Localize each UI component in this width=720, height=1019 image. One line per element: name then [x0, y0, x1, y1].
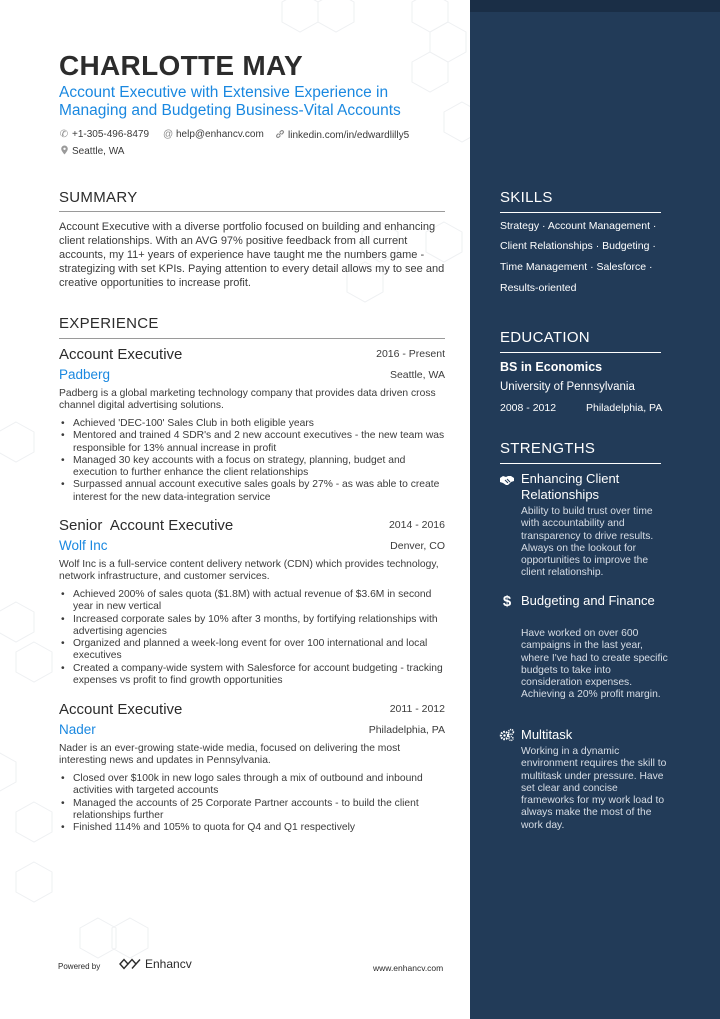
location-text: Seattle, WA [72, 146, 125, 157]
skills-line: Time Management · Salesforce · [500, 261, 653, 273]
handshake-icon [499, 473, 515, 489]
job-dates: 2011 - 2012 [389, 703, 445, 715]
job-dates: 2016 - Present [376, 348, 445, 360]
job-company: Nader [59, 722, 96, 737]
education-location: Philadelphia, PA [586, 402, 663, 414]
strength-title: Budgeting and Finance [521, 593, 655, 608]
strength-title: Enhancing Client Relationships [521, 471, 620, 502]
summary-divider [59, 211, 445, 212]
enhancv-logo[interactable] [118, 957, 192, 971]
strength-description: Have worked on over 600 campaigns in the last year, where I've had to create specific budgets to take into consideration expenses. Achieving a 20% profit margin. [521, 628, 668, 701]
strengths-heading: STRENGTHS [500, 440, 596, 457]
gears-icon [499, 728, 515, 744]
email-text[interactable]: help@enhancv.com [176, 129, 264, 140]
strength-description: Ability to build trust over time with accountability and transparency to drive results. Always on the lookout for opportunities to improve the client relationship. [521, 506, 654, 579]
experience-divider [59, 338, 445, 339]
job-bullet: • Achieved 'DEC-100' Sales Club in both eligible years [59, 418, 445, 430]
job-bullet: • Closed over $100k in new logo sales through a mix of outbound and inbound activities with targeted accounts [59, 773, 445, 798]
job-bullet: • Mentored and trained 4 SDR's and 2 new account executives - the new team was responsible for 13% annual increase in profit [59, 430, 445, 455]
job-location: Seattle, WA [389, 369, 445, 381]
contact-location [59, 145, 124, 158]
contact-email[interactable] [163, 129, 264, 140]
at-icon: @ [163, 129, 174, 140]
summary-heading: SUMMARY [59, 189, 138, 206]
location-pin-icon [59, 145, 69, 158]
link-icon [275, 129, 285, 142]
dollar-icon: $ [502, 593, 512, 610]
education-heading: EDUCATION [500, 329, 590, 346]
job-title: Senior Account Executive [59, 517, 234, 534]
job-bullets [59, 773, 445, 834]
strengths-divider [500, 463, 661, 464]
candidate-name: CHARLOTTE MAY [59, 50, 303, 81]
education-divider [500, 352, 661, 353]
summary-text: Account Executive with a diverse portfolio focused on building and enhancing client relationships. With an AVG 97% positive feedback from all current accounts, my 11+ years of experience have taught me the numbers game - strategizing with set KPIs. Paying attention to every detail allows my to see and creative opportunities to increase profit. [59, 221, 445, 289]
education-school: University of Pennsylvania [500, 381, 635, 393]
job-bullet: • Finished 114% and 105% to quota for Q4 and Q1 respectively [59, 822, 445, 834]
enhancv-brand-text: Enhancv [145, 957, 192, 971]
job-bullet: • Managed the accounts of 25 Corporate Partner accounts - to build the client relationships further [59, 798, 445, 823]
job-company: Wolf Inc [59, 538, 108, 553]
education-dates: 2008 - 2012 [500, 402, 557, 414]
experience-heading: EXPERIENCE [59, 315, 159, 332]
candidate-headline: Account Executive with Extensive Experience in Managing and Budgeting Business-Vital Accounts [59, 84, 401, 119]
strength-title: Multitask [521, 727, 573, 742]
skills-divider [500, 212, 661, 213]
job-bullet: • Achieved 200% of sales quota ($1.8M) with actual revenue of $3.6M in second year in new vertical [59, 589, 445, 614]
phone-icon: ✆ [59, 129, 69, 140]
job-bullet: • Surpassed annual account executive sales goals by 27% - as was able to create interest for the new data-integration service [59, 479, 445, 504]
enhancv-logo-icon [118, 957, 142, 971]
contact-linkedin[interactable] [275, 129, 409, 142]
strength-description: Working in a dynamic environment requires the skill to multitask under pressure. Have set clear and concise frameworks for my work load to always make the most of the work day. [521, 746, 667, 831]
job-bullet: • Increased corporate sales by 10% after 3 months, by fortifying relationships with advertising agencies [59, 614, 445, 639]
job-description: Padberg is a global marketing technology company that provides data driven cross channel digital advertising solutions. [59, 388, 436, 412]
job-location: Denver, CO [390, 540, 445, 552]
job-company: Padberg [59, 367, 111, 382]
footer-url[interactable]: www.enhancv.com [373, 963, 444, 973]
powered-by-label: Powered by [58, 962, 101, 971]
job-bullet: • Created a company-wide system with Salesforce for account budgeting - tracking expenses vs profit to find growth opportunities [59, 663, 445, 688]
skills-line: Results-oriented [500, 282, 577, 294]
job-description: Wolf Inc is a full-service content delivery network (CDN) which provides technology, network infrastructure, and customer services. [59, 559, 439, 583]
job-location: Philadelphia, PA [368, 724, 445, 736]
sidebar-top-band [470, 0, 720, 12]
job-bullets [59, 589, 445, 687]
job-title: Account Executive [59, 346, 183, 363]
contact-phone [59, 129, 149, 140]
job-description: Nader is an ever-growing state-wide media, focused on delivering the most interesting news and updates in Pennsylvania. [59, 743, 401, 767]
skills-line: Strategy · Account Management · [500, 220, 657, 232]
job-title: Account Executive [59, 701, 183, 718]
job-bullet: • Organized and planned a week-long event for over 100 international and local executives [59, 638, 445, 663]
phone-text: +1-305-496-8479 [72, 129, 150, 140]
education-degree: BS in Economics [500, 360, 603, 374]
linkedin-text[interactable]: linkedin.com/in/edwardlilly5 [288, 130, 410, 141]
job-bullets [59, 418, 445, 504]
skills-line: Client Relationships · Budgeting · [500, 240, 656, 252]
job-dates: 2014 - 2016 [388, 519, 445, 531]
job-bullet: • Managed 30 key accounts with a focus on strategy, planning, budget and execution to further enhance the client relationships [59, 455, 445, 480]
skills-heading: SKILLS [500, 189, 553, 206]
